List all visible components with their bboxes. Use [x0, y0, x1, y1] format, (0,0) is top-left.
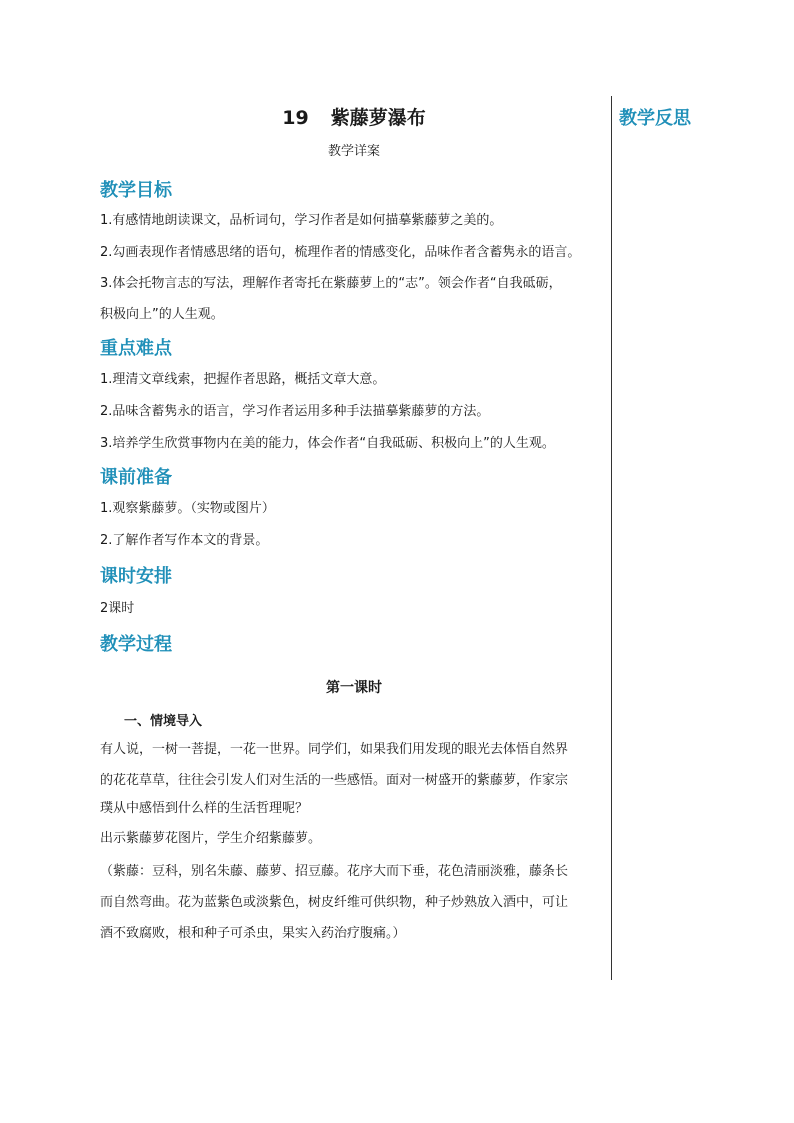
- key-point-item: 2.品味含蓄隽永的语言，学习作者运用多种手法描摹紫藤萝的方法。: [100, 404, 490, 419]
- paragraph-line: 的花花草草，往往会引发人们对生活的一些感悟。面对一树盛开的紫藤萝，作家宗: [100, 773, 569, 788]
- intro-paragraph: [100, 734, 608, 949]
- main-column: [100, 96, 608, 949]
- goal-item: 3.体会托物言志的写法，理解作者寄托在紫藤萝上的“志”。领会作者“自我砥砺，: [100, 276, 562, 291]
- lesson-number: 19: [282, 107, 309, 129]
- paragraph-line: 酒不致腐败，根和种子可杀虫，果实入药治疗腹痛。）: [100, 926, 406, 941]
- goal-item: 1.有感情地朗读课文，品析词句，学习作者是如何描摹紫藤萝之美的。: [100, 213, 503, 228]
- goal-item: 积极向上”的人生观。: [100, 307, 224, 322]
- preparation-item: 2.了解作者写作本文的背景。: [100, 533, 269, 548]
- reflection-heading: 教学反思: [619, 108, 691, 129]
- key-point-item: 3.培养学生欣赏事物内在美的能力，体会作者“自我砥砺、积极向上”的人生观。: [100, 436, 555, 451]
- lesson-period-heading: 第一课时: [326, 680, 382, 696]
- paragraph-line: 出示紫藤萝花图片，学生介绍紫藤萝。: [100, 831, 322, 846]
- paragraph-line: 有人说，一树一菩提，一花一世界。同学们，如果我们用发现的眼光去体悟自然界: [100, 742, 569, 757]
- section-heading-process: 教学过程: [100, 634, 172, 655]
- paragraph-line: （紫藤：豆科，别名朱藤、藤萝、招豆藤。花序大而下垂，花色清丽淡雅，藤条长: [100, 864, 569, 879]
- key-point-item: 1.理清文章线索，把握作者思路，概括文章大意。: [100, 372, 386, 387]
- page-subtitle: 教学详案: [327, 144, 380, 159]
- section-heading-key-points: 重点难点: [100, 338, 172, 359]
- preparation-item: 1.观察紫藤萝。（实物或图片）: [100, 501, 275, 516]
- section-heading-preparation: 课前准备: [100, 467, 172, 488]
- column-divider: [611, 96, 612, 980]
- paragraph-line: 而自然弯曲。花为蓝紫色或淡紫色，树皮纤维可供织物，种子炒熟放入酒中，可让: [100, 895, 569, 910]
- section-heading-schedule: 课时安排: [100, 566, 172, 587]
- step-heading: 一、情境导入: [124, 714, 203, 729]
- paragraph-line: 璞从中感悟到什么样的生活哲理呢？: [100, 801, 309, 816]
- reflection-column: [619, 104, 739, 130]
- schedule-text: 2课时: [100, 601, 135, 616]
- goal-item: 2.勾画表现作者情感思绪的语句，梳理作者的情感变化，品味作者含蓄隽永的语言。: [100, 245, 581, 260]
- lesson-title: 紫藤萝瀑布: [330, 107, 426, 129]
- page-title: [100, 104, 608, 132]
- section-heading-goals: 教学目标: [100, 180, 172, 201]
